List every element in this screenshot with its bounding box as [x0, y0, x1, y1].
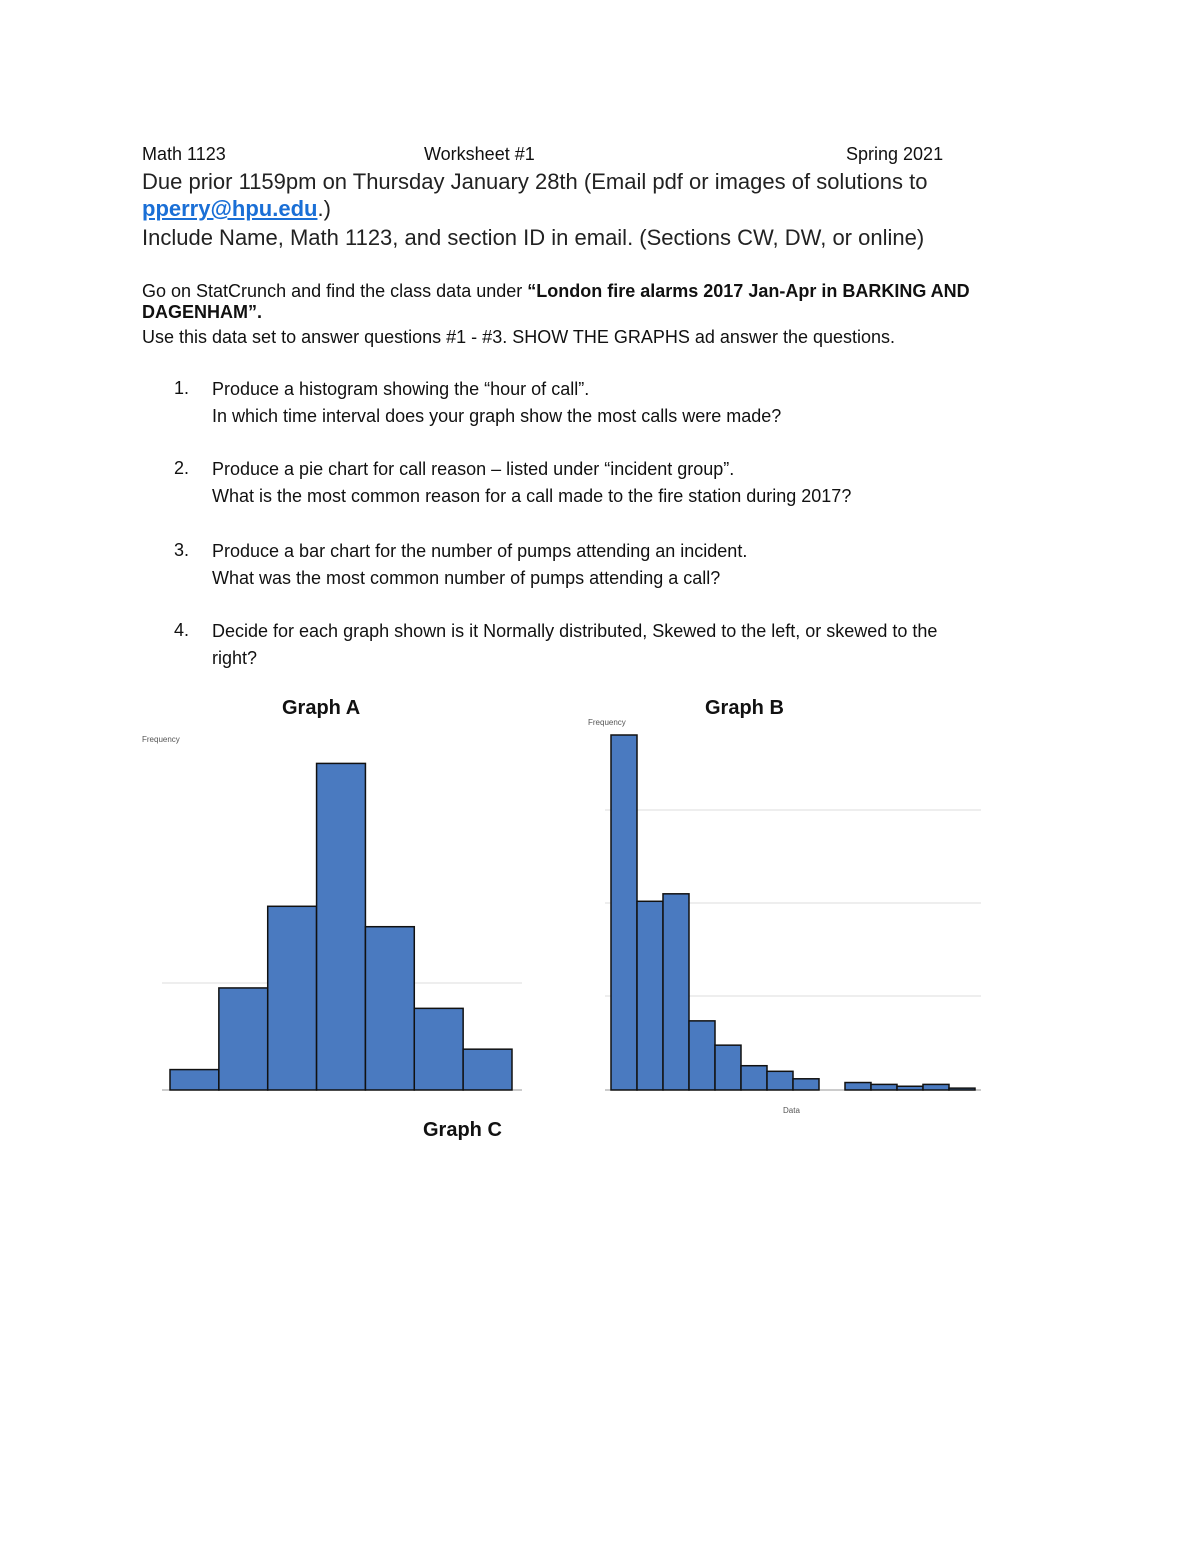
graph-a-bars	[170, 763, 512, 1090]
graph-b-ylabel: Frequency	[588, 718, 626, 727]
intro-instruction: Use this data set to answer questions #1 - #3. SHOW THE GRAPHS ad answer the questions.	[142, 327, 896, 347]
histogram-bar	[663, 894, 689, 1090]
question-line: What is the most common reason for a call made to the fire station during 2017?	[212, 486, 852, 506]
histogram-bar	[689, 1021, 715, 1090]
histogram-bar	[268, 906, 317, 1090]
graph-b-chart	[585, 715, 985, 1125]
email-link[interactable]: pperry@hpu.edu	[142, 196, 318, 221]
dataset-name: “London fire alarms 2017 Jan-Apr in BARKING AND DAGENHAM”.	[142, 281, 970, 322]
due-line: Due prior 1159pm on Thursday January 28th (Email pdf or images of solutions to	[142, 169, 928, 194]
question-line: Produce a pie chart for call reason – listed under “incident group”.	[212, 459, 735, 479]
histogram-bar	[637, 901, 663, 1090]
course-name: Math 1123	[142, 144, 226, 164]
question-line: Produce a histogram showing the “hour of call”.	[212, 379, 590, 399]
question-text	[212, 456, 1042, 510]
graph-b-xlabel: Data	[783, 1106, 800, 1115]
question-number: 2.	[174, 458, 190, 478]
histogram-bar	[317, 763, 366, 1090]
graph-c-title: Graph C	[423, 1119, 502, 1141]
question-line: In which time interval does your graph show the most calls were made?	[212, 406, 782, 426]
histogram-bar	[871, 1084, 897, 1090]
histogram-bar	[845, 1083, 871, 1090]
histogram-bar	[414, 1008, 463, 1090]
question-number: 3.	[174, 540, 190, 560]
histogram-bar	[923, 1084, 949, 1090]
question-line: Decide for each graph shown is it Normally distributed, Skewed to the left, or skewed to the	[212, 621, 938, 641]
include-line: Include Name, Math 1123, and section ID in email. (Sections CW, DW, or online)	[142, 225, 925, 250]
question-text	[212, 618, 1042, 672]
graph-a-chart	[140, 720, 540, 1120]
question-line: Produce a bar chart for the number of pumps attending an incident.	[212, 541, 748, 561]
worksheet-title: Worksheet #1	[424, 144, 535, 164]
question-number: 4.	[174, 620, 190, 640]
histogram-bar	[463, 1049, 512, 1090]
histogram-bar	[897, 1086, 923, 1090]
question-line: right?	[212, 648, 258, 668]
term: Spring 2021	[846, 144, 944, 164]
histogram-bar	[611, 735, 637, 1090]
graph-b-title: Graph B	[705, 697, 784, 719]
histogram-bar	[767, 1071, 793, 1090]
histogram-bar	[949, 1088, 975, 1090]
histogram-bar	[170, 1070, 219, 1090]
graph-b-bars	[611, 735, 975, 1090]
intro-text: Go on StatCrunch and find the class data under	[142, 281, 528, 301]
question-text	[212, 376, 1042, 430]
graph-a-title: Graph A	[282, 697, 361, 719]
histogram-bar	[219, 988, 268, 1090]
histogram-bar	[793, 1079, 819, 1090]
intro-paragraph	[142, 281, 1062, 323]
histogram-bar	[365, 927, 414, 1090]
histogram-bar	[741, 1066, 767, 1090]
question-number: 1.	[174, 378, 190, 398]
graph-a-ylabel: Frequency	[142, 735, 180, 744]
email-line	[142, 196, 331, 222]
histogram-bar	[715, 1045, 741, 1090]
question-line: What was the most common number of pumps attending a call?	[212, 568, 721, 588]
question-text	[212, 538, 1042, 592]
email-suffix: .)	[317, 196, 331, 221]
